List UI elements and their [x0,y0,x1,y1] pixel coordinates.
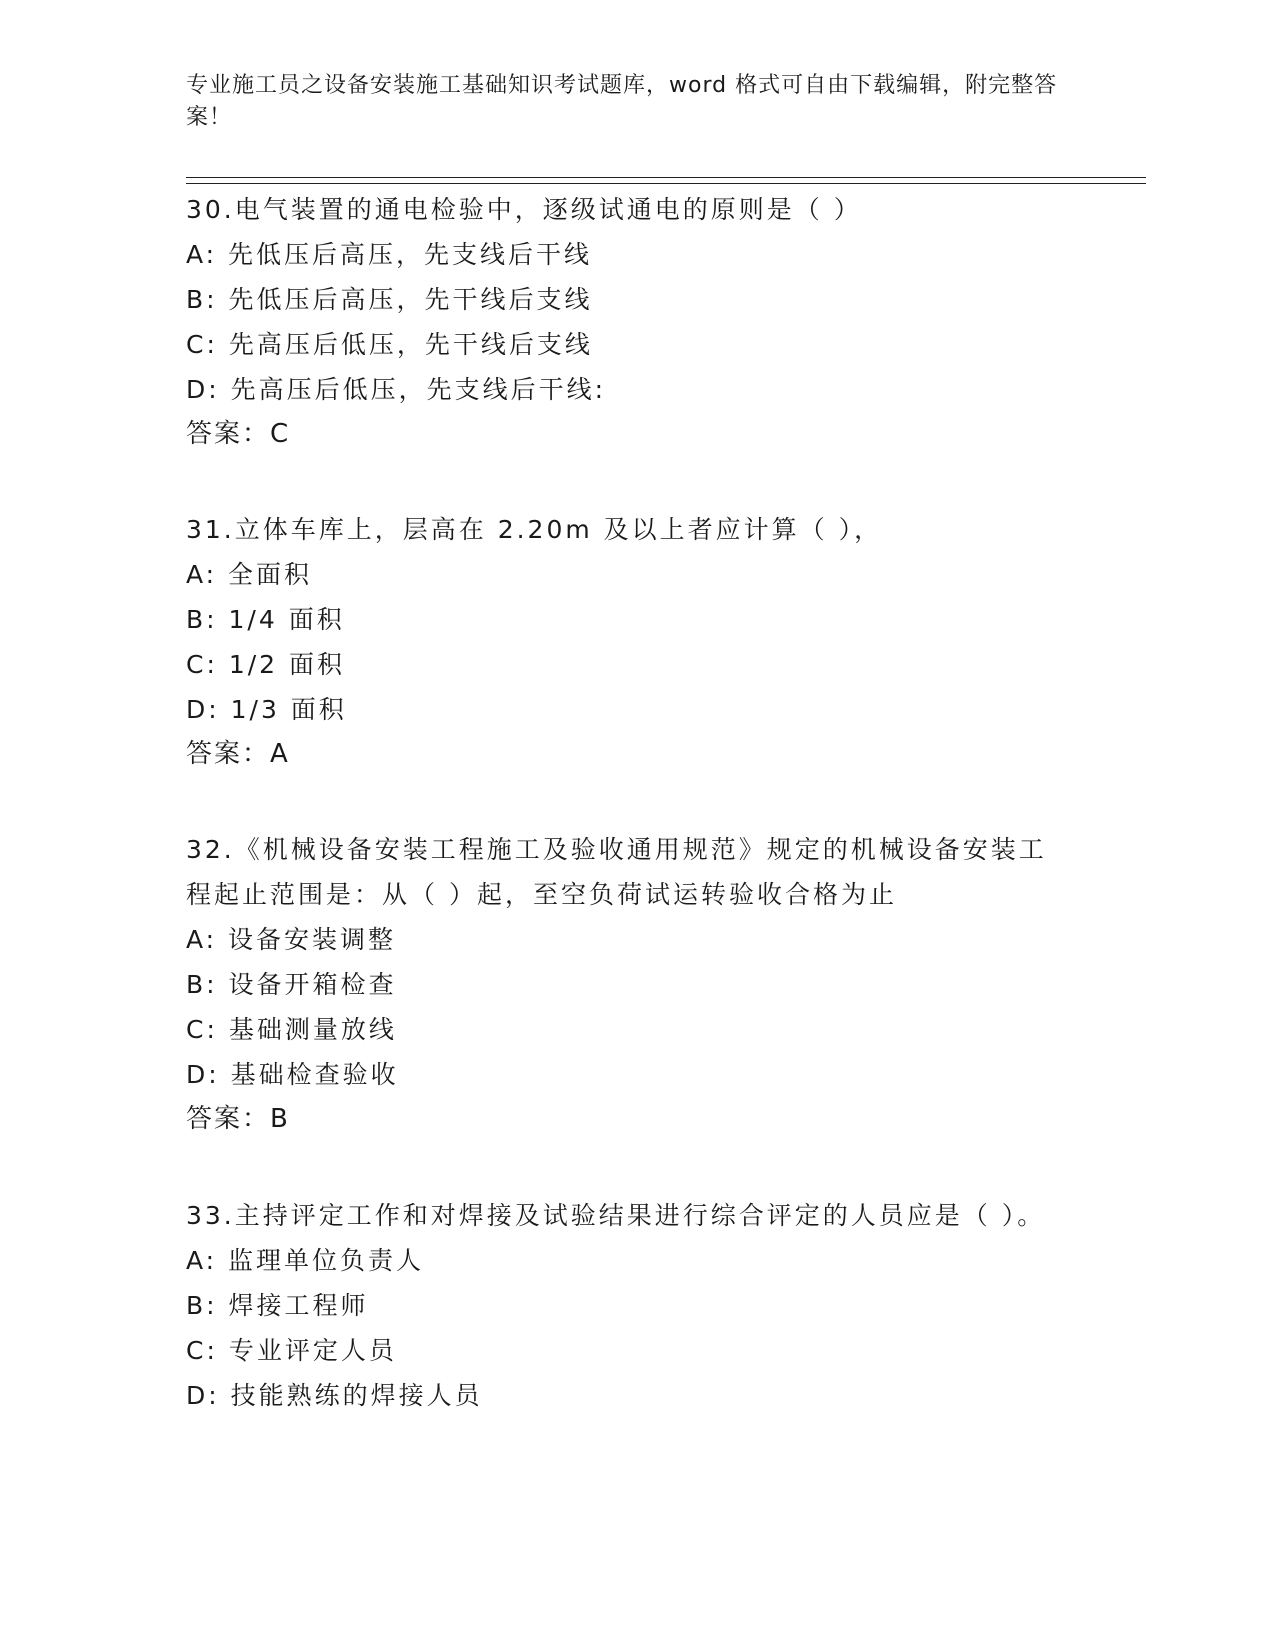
option-a: A: 全面积 [186,560,313,589]
question-title: 32.《机械设备安装工程施工及验收通用规范》规定的机械设备安装工程起止范围是：从（ ）起，至空负荷试运转验收合格为止 [186,835,1047,909]
option-c: C: 基础测量放线 [186,1015,397,1044]
question-33 [186,1193,1086,1418]
option-b: B: 设备开箱检查 [186,970,397,999]
option-d: D: 技能熟练的焊接人员 [186,1381,483,1410]
option-c: C: 1/2 面积 [186,650,346,679]
option-a: A: 先低压后高压，先支线后干线 [186,240,593,269]
option-c: C: 专业评定人员 [186,1336,397,1365]
question-32 [186,827,1086,1142]
answer: 答案：A [186,739,290,769]
answer: 答案：C [186,419,291,449]
option-d: D: 1/3 面积 [186,695,347,724]
option-d: D: 先高压后低压，先支线后干线: [186,375,607,404]
question-title: 33.主持评定工作和对焊接及试验结果进行综合评定的人员应是（ ）。 [186,1201,1046,1230]
header-divider-top [186,177,1146,178]
option-a: A: 设备安装调整 [186,925,397,954]
option-a: A: 监理单位负责人 [186,1246,425,1275]
document-header-text: 专业施工员之设备安装施工基础知识考试题库，word 格式可自由下载编辑，附完整答案！ [186,73,1058,130]
question-30 [186,187,1086,457]
header-divider-bottom [186,183,1146,184]
option-b: B: 先低压后高压，先干线后支线 [186,285,593,314]
question-title: 31.立体车库上，层高在 2.20m 及以上者应计算（ ）， [186,515,883,544]
answer: 答案：B [186,1104,290,1134]
option-b: B: 焊接工程师 [186,1291,369,1320]
question-31 [186,507,1086,777]
question-title: 30.电气装置的通电检验中，逐级试通电的原则是（ ） [186,195,862,224]
option-d: D: 基础检查验收 [186,1060,399,1089]
option-c: C: 先高压后低压，先干线后支线 [186,330,593,359]
option-b: B: 1/4 面积 [186,605,345,634]
